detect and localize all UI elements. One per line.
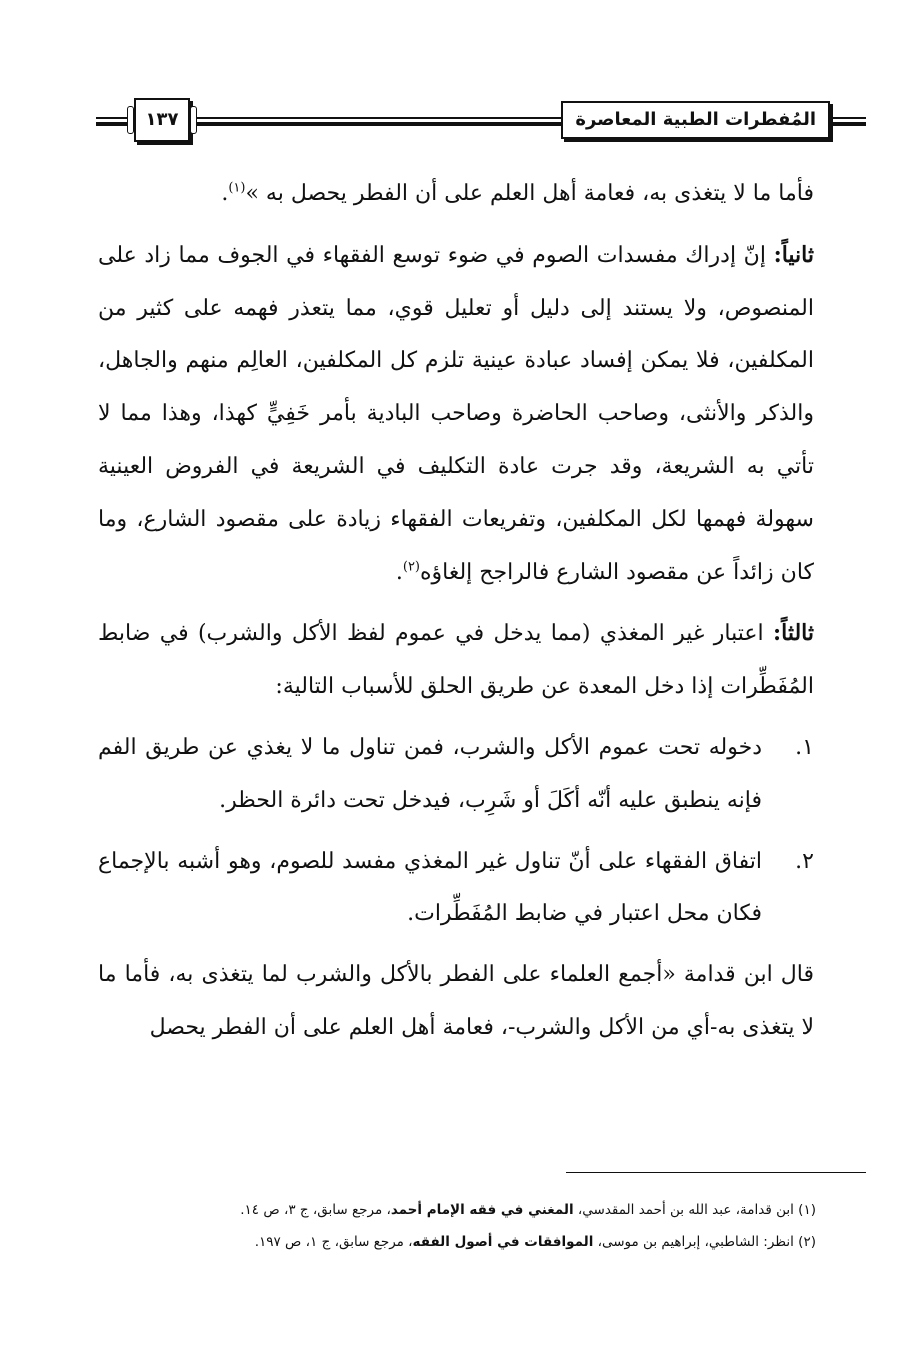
list-item	[98, 722, 814, 828]
paragraph-text: اعتبار غير المغذي (مما يدخل في عموم لفظ الأكل والشرب) في ضابط المُفَطِّرات إذا دخل المعدة عن طريق الحلق للأسباب التالية:	[98, 621, 814, 700]
footnote-ref-2: (٢)	[402, 559, 420, 575]
paragraph-quote: قال ابن قدامة «أجمع العلماء على الفطر بالأكل والشرب لما يتغذى به، فأما ما لا يتغذى به-أي من الأكل والشرب-، فعامة أهل العلم على أن الفطر يحصل	[98, 962, 814, 1040]
footnote-text: ، مرجع سابق، ج ١، ص ١٩٧.	[254, 1234, 413, 1250]
paragraph-continuation	[98, 168, 814, 221]
page-number: ١٣٧	[134, 98, 190, 142]
footnote-ref-1: (١)	[228, 180, 246, 196]
paragraph-second-point	[98, 229, 814, 600]
paragraph-text: إنّ إدراك مفسدات الصوم في ضوء توسع الفقهاء في الجوف مما زاد على المنصوص، ولا يستند إلى دليل أو تعليل قوي، مما يتعذر فهمه على كثير من المكلفين، فلا يمكن إفساد عبادة عينية تلزم كل المكلفين، العالِم منهم والجاهل، والذكر والأنثى، وصاحب الحاضرة وصاحب البادية بأمر خَفِيٍّ كهذا، وهذا مما لا تأتي به الشريعة، وقد جرت عادة التكليف في الشريعة في الفروض العينية سهولة فهمها لكل المكلفين، وتفريعات الفقهاء زيادة على مقصود الشارع، وما كان زائداً عن مقصود الشارع فالراجح إلغاؤه	[98, 242, 814, 585]
paragraph-third-point	[98, 607, 814, 714]
main-text	[98, 168, 814, 1055]
book-title: المُفطرات الطبية المعاصرة	[561, 101, 830, 139]
footnote-text: ابن قدامة، عبد الله بن أحمد المقدسي،	[573, 1202, 799, 1218]
footnote-book-title: المغني في فقه الإمام أحمد	[390, 1202, 574, 1218]
footnote-text: انظر: الشاطبي، إبراهيم بن موسى،	[593, 1234, 799, 1250]
footnote-marker: (٢)	[798, 1234, 816, 1250]
paragraph-lead: ثانياً:	[773, 241, 814, 268]
paragraph-text: فأما ما لا يتغذى به، فعامة أهل العلم على أن الفطر يحصل به »	[245, 181, 814, 206]
footnote-1	[98, 1194, 816, 1226]
list-text: دخوله تحت عموم الأكل والشرب، فمن تناول ما لا يغذي عن طريق الفم فإنه ينطبق عليه أنّه أكَلَ أو شَرِب، فيدخل تحت دائرة الحظر.	[98, 734, 762, 813]
footnote-book-title: الموافقات في أصول الفقه	[412, 1234, 594, 1250]
footnote-marker: (١)	[798, 1202, 816, 1218]
list-number: ٢.	[795, 848, 814, 874]
footnote-2	[98, 1226, 816, 1258]
list-number: ١.	[795, 734, 814, 760]
paragraph-lead: ثالثاً:	[773, 620, 814, 647]
footnote-text: ، مرجع سابق، ج ٣، ص ١٤.	[240, 1202, 391, 1218]
footnotes	[98, 1194, 816, 1258]
footnote-separator	[566, 1172, 866, 1173]
running-header	[96, 96, 866, 142]
paragraph-tail: .	[395, 559, 403, 585]
list-item	[98, 836, 814, 942]
paragraph-tail: .	[221, 181, 229, 206]
list-text: اتفاق الفقهاء على أنّ تناول غير المغذي مفسد للصوم، وهو أشبه بالإجماع فكان محل اعتبار في ضابط المُفَطِّرات.	[98, 848, 762, 927]
